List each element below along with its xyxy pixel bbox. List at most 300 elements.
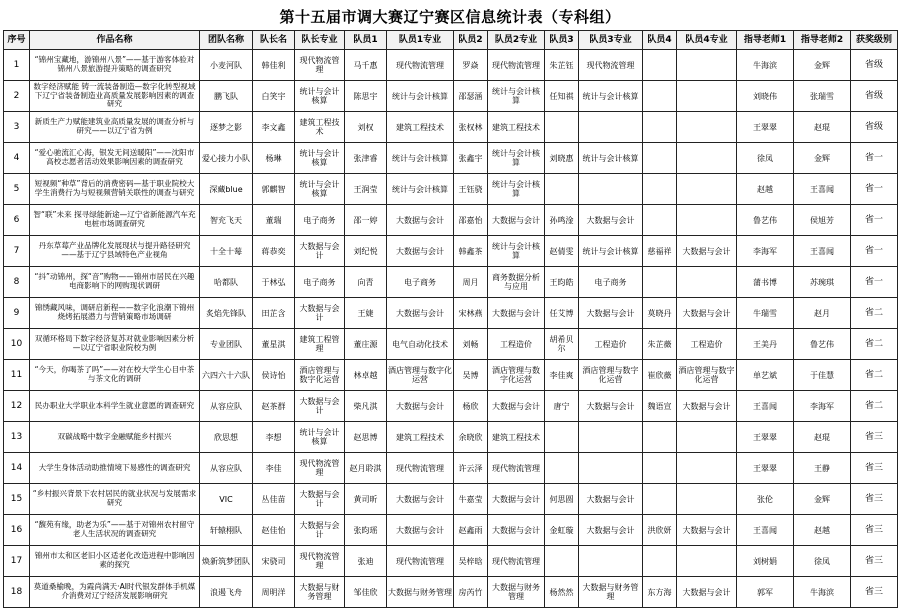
member4-major-cell [677,484,737,515]
advisor1-name-cell: 单艺斌 [737,360,794,391]
member4-major-cell: 大数据与会计 [677,236,737,267]
member3-major-cell [579,453,643,484]
member2-major-cell: 统计与会计核算 [488,236,545,267]
member2-name-cell: 罗焱 [454,50,488,81]
row-number-cell: 15 [4,484,30,515]
member2-name-cell: 房芮竹 [454,577,488,608]
advisor2-name-cell: 于佳慧 [794,360,851,391]
award-level-cell: 省二 [851,391,898,422]
advisor1-name-cell: 徐凤 [737,143,794,174]
award-level-cell: 省二 [851,329,898,360]
captain-name-cell: 韩佳利 [253,50,295,81]
work-title-cell: 丹东草莓产业品牌化发展现状与提升路径研究——基于辽宁县域特色产业视角 [30,236,200,267]
captain-major-cell: 建筑工程技术 [295,112,345,143]
advisor1-name-cell: 赵越 [737,174,794,205]
team-name-cell: 六四六十六队 [200,360,253,391]
member3-major-cell: 大数据与会计 [579,391,643,422]
row-number-cell: 9 [4,298,30,329]
column-header: 指导老师2 [794,31,851,50]
member2-name-cell: 吴博 [454,360,488,391]
advisor2-name-cell: 赵月 [794,298,851,329]
row-number-cell: 10 [4,329,30,360]
member4-name-cell: 魏语宣 [643,391,677,422]
member1-name-cell: 刘纪悦 [345,236,387,267]
member2-name-cell: 张权林 [454,112,488,143]
member2-name-cell: 韩鑫茶 [454,236,488,267]
captain-major-cell: 大数据与会计 [295,484,345,515]
team-name-cell: 十全十莓 [200,236,253,267]
award-level-cell: 省三 [851,515,898,546]
row-number-cell: 7 [4,236,30,267]
award-level-cell: 省一 [851,174,898,205]
captain-name-cell: 郭麒智 [253,174,295,205]
captain-name-cell: 赵茶群 [253,391,295,422]
member2-major-cell: 建筑工程技术 [488,112,545,143]
member2-name-cell: 邵嘉怡 [454,205,488,236]
captain-major-cell: 统计与会计核算 [295,143,345,174]
award-level-cell: 省一 [851,236,898,267]
member4-name-cell: 莫晓丹 [643,298,677,329]
member1-major-cell: 统计与会计核算 [387,174,454,205]
captain-major-cell: 大数据与会计 [295,298,345,329]
advisor1-name-cell: 王翠翠 [737,422,794,453]
member3-major-cell: 电子商务 [579,267,643,298]
column-header: 队员2专业 [488,31,545,50]
member3-major-cell: 统计与会计核算 [579,236,643,267]
table-row [4,81,898,112]
member4-major-cell: 大数据与会计 [677,391,737,422]
member4-major-cell [677,546,737,577]
column-header: 序号 [4,31,30,50]
member4-name-cell [643,267,677,298]
member4-major-cell [677,50,737,81]
member4-major-cell: 大数据与会计 [677,298,737,329]
stats-table [3,30,898,608]
advisor2-name-cell: 侯旭芳 [794,205,851,236]
member1-major-cell: 酒店管理与数字化运营 [387,360,454,391]
captain-major-cell: 现代物流管理 [295,50,345,81]
member2-major-cell: 建筑工程技术 [488,422,545,453]
member2-name-cell: 周月 [454,267,488,298]
member3-name-cell [545,422,579,453]
member1-major-cell: 大数据与会计 [387,205,454,236]
member3-name-cell: 任艾博 [545,298,579,329]
captain-major-cell: 统计与会计核算 [295,422,345,453]
row-number-cell: 8 [4,267,30,298]
row-number-cell: 12 [4,391,30,422]
award-level-cell: 省二 [851,360,898,391]
captain-major-cell: 大数据与会计 [295,391,345,422]
member2-major-cell: 现代物流管理 [488,50,545,81]
team-name-cell: 智充飞天 [200,205,253,236]
team-name-cell: 逐梦之影 [200,112,253,143]
member1-major-cell: 大数据与会计 [387,236,454,267]
member3-name-cell [545,174,579,205]
work-title-cell: 锦绣藏风味，调研启新程——数字化浪潮下锦州烧烤拓展潜力与营销策略市场调研 [30,298,200,329]
row-number-cell: 3 [4,112,30,143]
advisor1-name-cell: 蒲书博 [737,267,794,298]
member4-major-cell: 工程造价 [677,329,737,360]
advisor1-name-cell: 牛瑞雪 [737,298,794,329]
member1-name-cell: 向青 [345,267,387,298]
member4-name-cell [643,484,677,515]
member3-name-cell: 何思圆 [545,484,579,515]
member4-major-cell [677,112,737,143]
captain-name-cell: 董星淇 [253,329,295,360]
member1-major-cell: 电子商务 [387,267,454,298]
team-name-cell: 鹏飞队 [200,81,253,112]
column-header: 队员1专业 [387,31,454,50]
member2-major-cell: 大数据与会计 [488,391,545,422]
captain-name-cell: 田芷含 [253,298,295,329]
captain-name-cell: 蒋恭奕 [253,236,295,267]
award-level-cell: 省三 [851,422,898,453]
member2-name-cell: 牛嘉莹 [454,484,488,515]
award-level-cell: 省级 [851,112,898,143]
advisor1-name-cell: 王喜闻 [737,515,794,546]
captain-name-cell: 周明洋 [253,577,295,608]
work-title-cell: 民办职业大学职业本科学生就业意愿的调查研究 [30,391,200,422]
advisor2-name-cell: 王静 [794,453,851,484]
member1-name-cell: 赵月聆淇 [345,453,387,484]
member3-name-cell: 唐宁 [545,391,579,422]
row-number-cell: 5 [4,174,30,205]
award-level-cell: 省三 [851,546,898,577]
captain-major-cell: 电子商务 [295,205,345,236]
member4-name-cell [643,422,677,453]
captain-major-cell: 电子商务 [295,267,345,298]
column-header: 队长名 [253,31,295,50]
member3-major-cell: 大数据与会计 [579,298,643,329]
member1-major-cell: 建筑工程技术 [387,422,454,453]
captain-major-cell: 现代物流管理 [295,546,345,577]
member1-major-cell: 现代物流管理 [387,50,454,81]
member2-major-cell: 酒店管理与数字化运营 [488,360,545,391]
table-title: 第十五届市调大赛辽宁赛区信息统计表（专科组） [279,8,621,26]
row-number-cell: 2 [4,81,30,112]
advisor1-name-cell: 刘树娟 [737,546,794,577]
row-number-cell: 14 [4,453,30,484]
member3-major-cell [579,112,643,143]
work-title-cell: 智“联”未来 探寻绿能新途—辽宁省新能源汽车充电桩市场调查研究 [30,205,200,236]
member4-name-cell: 朱芷薇 [643,329,677,360]
award-level-cell: 省级 [851,50,898,81]
member3-major-cell [579,422,643,453]
member1-name-cell: 董庄源 [345,329,387,360]
member3-major-cell: 现代物流管理 [579,50,643,81]
member2-major-cell: 大数据与会计 [488,298,545,329]
member3-name-cell: 杨然然 [545,577,579,608]
advisor2-name-cell: 赵琨 [794,112,851,143]
member3-name-cell: 王昀皓 [545,267,579,298]
column-header: 队长专业 [295,31,345,50]
member4-name-cell [643,112,677,143]
member4-major-cell [677,81,737,112]
member1-major-cell: 电气自动化技术 [387,329,454,360]
member3-name-cell: 李佳爽 [545,360,579,391]
table-row [4,267,898,298]
captain-major-cell: 大数据与会计 [295,515,345,546]
advisor1-name-cell: 鲁艺伟 [737,205,794,236]
member2-name-cell: 吴梓晗 [454,546,488,577]
member1-name-cell: 张昀瑶 [345,515,387,546]
advisor1-name-cell: 郭军 [737,577,794,608]
advisor1-name-cell: 王美丹 [737,329,794,360]
captain-major-cell: 大数据与会计 [295,236,345,267]
member1-major-cell: 大数据与会计 [387,515,454,546]
captain-name-cell: 李佳 [253,453,295,484]
member2-major-cell: 大数据与会计 [488,484,545,515]
award-level-cell: 省一 [851,143,898,174]
table-row [4,391,898,422]
column-header: 团队名称 [200,31,253,50]
member4-name-cell [643,205,677,236]
member4-major-cell [677,143,737,174]
member3-major-cell: 工程造价 [579,329,643,360]
advisor1-name-cell: 张伦 [737,484,794,515]
captain-name-cell: 于林弘 [253,267,295,298]
row-number-cell: 4 [4,143,30,174]
member3-major-cell: 大数据与会计 [579,515,643,546]
table-row [4,205,898,236]
column-header: 获奖级别 [851,31,898,50]
award-level-cell: 省三 [851,577,898,608]
work-title-cell: 大学生身体活动助推情境下易感性的调查研究 [30,453,200,484]
award-level-cell: 省二 [851,298,898,329]
member4-name-cell [643,546,677,577]
advisor2-name-cell: 李海军 [794,391,851,422]
advisor2-name-cell: 金辉 [794,484,851,515]
table-row [4,577,898,608]
advisor1-name-cell: 王翠翠 [737,453,794,484]
work-title-cell: 数字经济赋能 铸一流装备制造—数字化转型视域下辽宁省装备制造业高质量发展影响因素的调查研究 [30,81,200,112]
table-body [4,50,898,608]
column-header: 作品名称 [30,31,200,50]
column-header: 队员4专业 [677,31,737,50]
advisor1-name-cell: 牛海滨 [737,50,794,81]
advisor2-name-cell: 金辉 [794,143,851,174]
row-number-cell: 6 [4,205,30,236]
column-header: 指导老师1 [737,31,794,50]
member4-major-cell: 酒店管理与数字化运营 [677,360,737,391]
table-row [4,484,898,515]
table-row [4,546,898,577]
member2-name-cell: 许云泽 [454,453,488,484]
team-name-cell: 从容应队 [200,391,253,422]
captain-major-cell: 酒店管理与数字化运营 [295,360,345,391]
captain-name-cell: 赵佳怡 [253,515,295,546]
member1-name-cell: 张迪 [345,546,387,577]
captain-name-cell: 董瑞 [253,205,295,236]
member3-major-cell [579,174,643,205]
member4-name-cell [643,174,677,205]
member1-major-cell: 大数据与财务管理 [387,577,454,608]
team-name-cell: 专业团队 [200,329,253,360]
member3-name-cell: 孙鸣淦 [545,205,579,236]
advisor2-name-cell: 金辉 [794,50,851,81]
advisor2-name-cell: 牛海滨 [794,577,851,608]
member1-name-cell: 邵一婷 [345,205,387,236]
table-row [4,298,898,329]
captain-major-cell: 大数据与财务管理 [295,577,345,608]
member4-major-cell [677,205,737,236]
member2-name-cell: 王钰骁 [454,174,488,205]
award-level-cell: 省三 [851,453,898,484]
member1-name-cell: 邹佳欣 [345,577,387,608]
member1-major-cell: 大数据与会计 [387,298,454,329]
column-header: 队员3专业 [579,31,643,50]
advisor2-name-cell: 王喜闻 [794,236,851,267]
member4-name-cell: 崔欣薇 [643,360,677,391]
member3-major-cell: 大数据与会计 [579,484,643,515]
team-name-cell: 焕新筑梦团队 [200,546,253,577]
member1-name-cell: 张津睿 [345,143,387,174]
team-name-cell: 浪遏飞舟 [200,577,253,608]
award-level-cell: 省一 [851,267,898,298]
member3-major-cell: 统计与会计核算 [579,81,643,112]
row-number-cell: 1 [4,50,30,81]
member2-name-cell: 赵鑫雨 [454,515,488,546]
work-title-cell: 锦州市太和区老旧小区适老化改造进程中影响因素的探究 [30,546,200,577]
row-number-cell: 16 [4,515,30,546]
member2-major-cell: 统计与会计核算 [488,174,545,205]
member1-major-cell: 大数据与会计 [387,391,454,422]
member4-major-cell [677,174,737,205]
table-row [4,236,898,267]
captain-name-cell: 丛佳苗 [253,484,295,515]
member2-name-cell: 余晓欣 [454,422,488,453]
table-row [4,50,898,81]
member3-name-cell: 任知祺 [545,81,579,112]
member3-name-cell: 胡希贝尔 [545,329,579,360]
advisor2-name-cell: 赵琨 [794,422,851,453]
team-name-cell: 小麦河队 [200,50,253,81]
column-header: 队员4 [643,31,677,50]
team-name-cell: 哈都队 [200,267,253,298]
member1-name-cell: 马千惠 [345,50,387,81]
member3-major-cell: 统计与会计核算 [579,143,643,174]
column-header: 队员2 [454,31,488,50]
member1-name-cell: 林卓越 [345,360,387,391]
advisor2-name-cell: 苏琬琪 [794,267,851,298]
member3-name-cell [545,453,579,484]
team-name-cell: 深藏blue [200,174,253,205]
captain-name-cell: 杨琳 [253,143,295,174]
advisor2-name-cell: 王喜闻 [794,174,851,205]
work-title-cell: “爱心驰流汇心海，银发无间送暖阳”——沈阳市高校志愿者活动效果影响因素的调查研究 [30,143,200,174]
member3-major-cell: 大数据与财务管理 [579,577,643,608]
table-row [4,360,898,391]
captain-major-cell: 建筑工程管理 [295,329,345,360]
table-row [4,329,898,360]
member1-major-cell: 现代物流管理 [387,453,454,484]
member1-name-cell: 刘权 [345,112,387,143]
member3-name-cell: 金虹璇 [545,515,579,546]
member1-major-cell: 统计与会计核算 [387,81,454,112]
work-title-cell: “乡村振兴背景下农村居民的就业状况与发展需求研究 [30,484,200,515]
member4-major-cell: 大数据与会计 [677,515,737,546]
advisor2-name-cell: 鲁艺伟 [794,329,851,360]
header-row [4,31,898,50]
table-row [4,422,898,453]
advisor1-name-cell: 王翠翠 [737,112,794,143]
member3-major-cell [579,546,643,577]
advisor2-name-cell: 赵越 [794,515,851,546]
advisor1-name-cell: 李海军 [737,236,794,267]
member2-major-cell: 现代物流管理 [488,546,545,577]
member4-major-cell [677,267,737,298]
member1-name-cell: 黄司昕 [345,484,387,515]
award-level-cell: 省级 [851,81,898,112]
member4-name-cell [643,81,677,112]
member2-name-cell: 杨欣 [454,391,488,422]
member3-name-cell: 刘晓惠 [545,143,579,174]
member2-name-cell: 刘畅 [454,329,488,360]
member4-name-cell [643,453,677,484]
member4-name-cell: 东方海 [643,577,677,608]
team-name-cell: 轩辕栩队 [200,515,253,546]
captain-name-cell: 李想 [253,422,295,453]
table-row [4,112,898,143]
captain-major-cell: 统计与会计核算 [295,81,345,112]
row-number-cell: 13 [4,422,30,453]
member3-major-cell: 酒店管理与数字化运营 [579,360,643,391]
member4-name-cell [643,143,677,174]
work-title-cell: 新质生产力赋能建筑业高质量发展的调查分析与研究——以辽宁省为例 [30,112,200,143]
member4-name-cell: 慈福祥 [643,236,677,267]
work-title-cell: “抖”动锦州，探“音”购物——锦州市居民在兴趣电商影响下的网购现状调研 [30,267,200,298]
member3-name-cell [545,112,579,143]
row-number-cell: 17 [4,546,30,577]
member1-major-cell: 大数据与会计 [387,484,454,515]
work-title-cell: 短视频“种草”背后的消费密码—基于职业院校大学生消费行为与短视频营销关联性的调查与研究 [30,174,200,205]
team-name-cell: 从容应队 [200,453,253,484]
team-name-cell: 爱心接力小队 [200,143,253,174]
row-number-cell: 18 [4,577,30,608]
table-row [4,143,898,174]
member2-major-cell: 大数据与财务管理 [488,577,545,608]
member3-name-cell: 朱芷钰 [545,50,579,81]
work-title-cell: 双碳战略中数字金融赋能乡村振兴 [30,422,200,453]
member2-major-cell: 商务数据分析与应用 [488,267,545,298]
member2-major-cell: 工程造价 [488,329,545,360]
work-title-cell: “馥苑有缘，助老为乐”——基于对锦州农村留守老人生活状况的调查研究 [30,515,200,546]
team-name-cell: 欣思想 [200,422,253,453]
member4-major-cell [677,453,737,484]
member4-name-cell [643,50,677,81]
member1-major-cell: 现代物流管理 [387,546,454,577]
member3-name-cell: 赵倩雯 [545,236,579,267]
captain-name-cell: 侯诗怡 [253,360,295,391]
member2-name-cell: 宋林燕 [454,298,488,329]
member1-name-cell: 王婕 [345,298,387,329]
team-name-cell: VIC [200,484,253,515]
captain-major-cell: 统计与会计核算 [295,174,345,205]
member2-major-cell: 统计与会计核算 [488,81,545,112]
member1-name-cell: 陈思宇 [345,81,387,112]
column-header: 队员3 [545,31,579,50]
member1-name-cell: 赵思博 [345,422,387,453]
captain-name-cell: 白笑宇 [253,81,295,112]
advisor1-name-cell: 刘晓伟 [737,81,794,112]
member2-major-cell: 大数据与会计 [488,205,545,236]
advisor1-name-cell: 王喜闻 [737,391,794,422]
member3-name-cell [545,546,579,577]
advisor2-name-cell: 徐凤 [794,546,851,577]
table-row [4,174,898,205]
captain-major-cell: 现代物流管理 [295,453,345,484]
member1-name-cell: 柴凡淇 [345,391,387,422]
